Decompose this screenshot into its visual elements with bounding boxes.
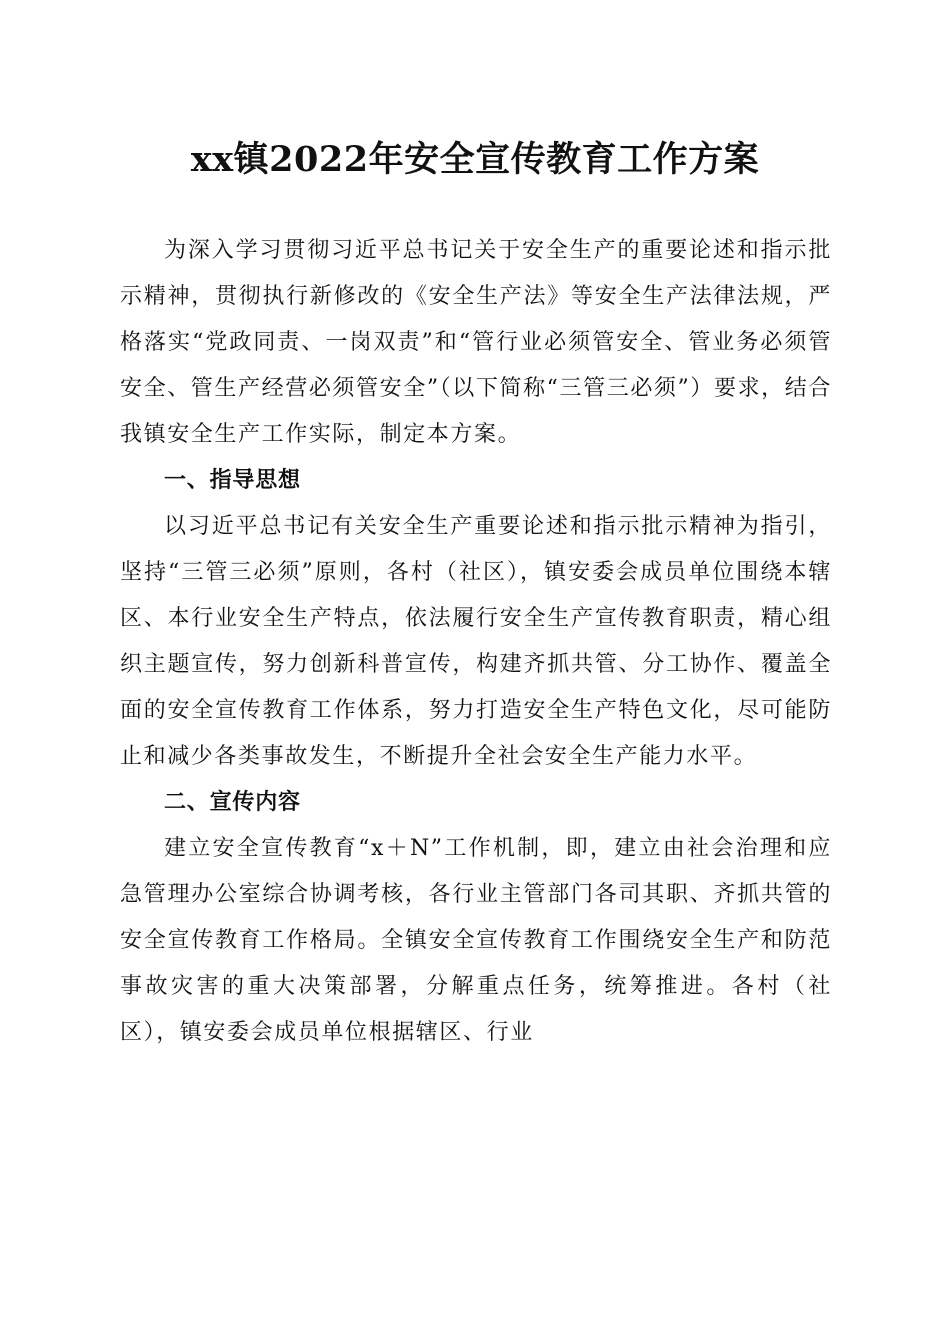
- intro-paragraph: 为深入学习贯彻习近平总书记关于安全生产的重要论述和指示批示精神，贯彻执行新修改的《安全生产法》等安全生产法律法规，严格落实“党政同责、一岗双责”和“管行业必须管安全、管业务必须管安全、管生产经营必须管安全”（以下简称“三管三必须”）要求，结合我镇安全生产工作实际，制定本方案。: [120, 238, 832, 447]
- document-title: xx镇2022年安全宣传教育工作方案: [190, 139, 760, 180]
- document-body: [120, 228, 832, 1056]
- section-heading-guiding-ideology: 一、指导思想: [164, 468, 301, 493]
- section-paragraph-publicity-content: 建立安全宣传教育“x＋N”工作机制，即，建立由社会治理和应急管理办公室综合协调考核，各行业主管部门各司其职、齐抓共管的安全宣传教育工作格局。全镇安全宣传教育工作围绕安全生产和防范事故灾害的重大决策部署，分解重点任务，统筹推进。各村（社区），镇安委会成员单位根据辖区、行业: [120, 836, 832, 1045]
- section-paragraph-guiding-ideology: 以习近平总书记有关安全生产重要论述和指示批示精神为指引，坚持“三管三必须”原则，各村（社区），镇安委会成员单位围绕本辖区、本行业安全生产特点，依法履行安全生产宣传教育职责，精心组织主题宣传，努力创新科普宣传，构建齐抓共管、分工协作、覆盖全面的安全宣传教育工作体系，努力打造安全生产特色文化，尽可能防止和减少各类事故发生，不断提升全社会安全生产能力水平。: [120, 514, 832, 769]
- section-heading-publicity-content: 二、宣传内容: [164, 790, 301, 815]
